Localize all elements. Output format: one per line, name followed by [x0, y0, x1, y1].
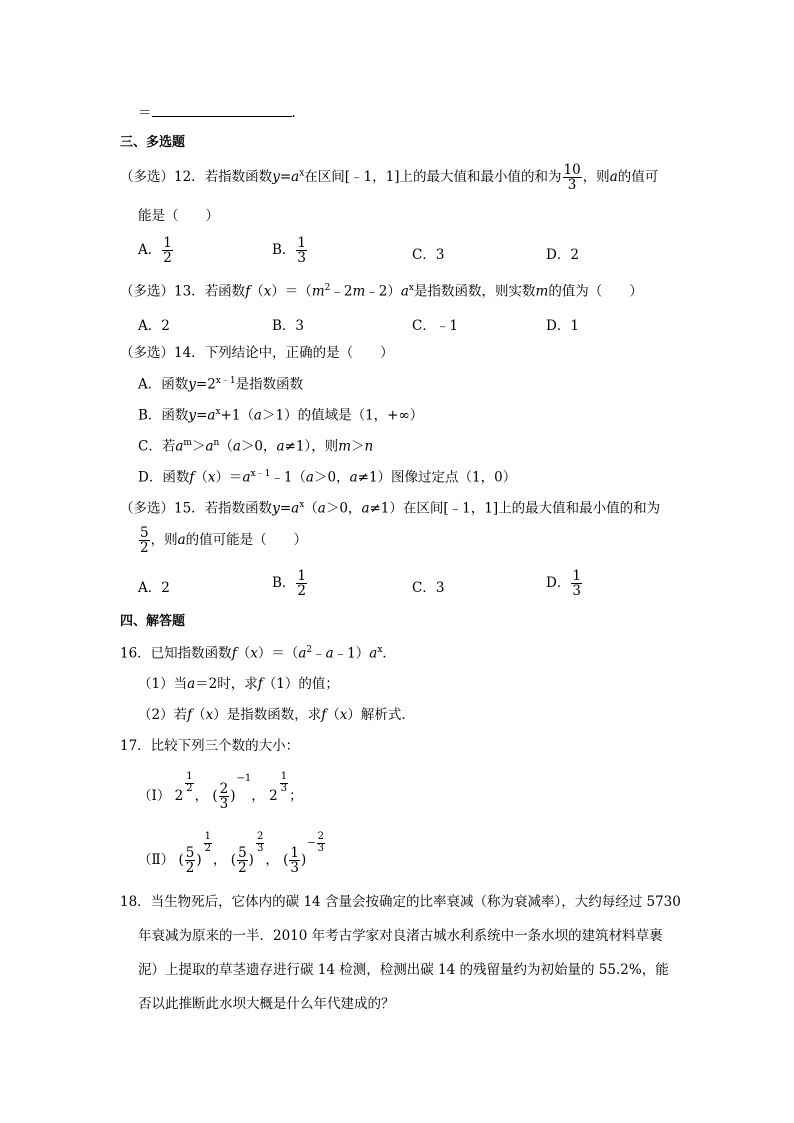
section-answer: 四、解答题: [120, 614, 186, 629]
q14-option-b[interactable]: B．函数$y=a^x+1(a>1)$的值域是（1，+∞）: [138, 407, 424, 424]
q13-line: （多选）13．若函数$f(x)=(m^2﹣2m﹣2)a^x$是指数函数，则实数m的值为（ ）: [120, 283, 643, 300]
q14-stem: （多选）14．下列结论中，正确的是（ ）: [120, 345, 394, 361]
q13-option-d[interactable]: D．1: [546, 318, 579, 334]
q15-option-a[interactable]: A．2: [138, 580, 170, 596]
q14-option-d[interactable]: D．函数$f(x)=a^{x﹣1}﹣1(a>0$，a≠1）图像过定点（1，0）: [138, 469, 517, 486]
q12-option-c[interactable]: C．3: [412, 247, 445, 263]
q16-part1: （1）当a＝2时，求f（1）的值；: [138, 676, 339, 692]
q13-option-c[interactable]: C．﹣1: [412, 318, 458, 334]
q14-option-c[interactable]: C．若$a^m>a^n(a>0$，a≠1），则m＞n: [138, 438, 374, 455]
q15-option-d[interactable]: D． $\frac{1}{3}$: [546, 568, 581, 600]
q13-option-a[interactable]: A．2: [138, 318, 170, 334]
q13-option-b[interactable]: B．3: [272, 318, 305, 334]
q15-option-c[interactable]: C．3: [412, 580, 445, 596]
fill-blank[interactable]: [152, 103, 292, 117]
q18-line4: 否以此推断此水坝大概是什么年代建成的？: [138, 996, 395, 1012]
q16-stem: 16．已知指数函数$f(x)=(a^2﹣a﹣1)a^x$．: [120, 645, 396, 662]
q18-line1: 18．当生物死后，它体内的碳 14 含量会按确定的比率衰减（称为衰减率），大约每经过 5730: [120, 894, 681, 910]
q14-option-a[interactable]: A．函数$y=2^{x﹣1}$是指数函数: [138, 376, 304, 393]
q12-line1: （多选）12．若指数函数$y=a^x$在区间[﹣1，1]上的最大值和最小值的和为 $\frac{10}{3}$ ，则a的值可: [120, 162, 659, 194]
q12-option-b[interactable]: B． $\frac{1}{3}$: [272, 235, 307, 267]
q15-line1: （多选）15．若指数函数$y=a^x(a>0$，a≠1）在区间[﹣1，1]上的最大值和最小值的和为: [120, 500, 661, 517]
q18-line3: 泥）上提取的草茎遗存进行碳 14 检测，检测出碳 14 的残留量约为初始量的 55.2%，能: [138, 962, 669, 978]
equals-sign: ＝: [138, 105, 152, 121]
q17-stem: 17．比较下列三个数的大小：: [120, 738, 300, 754]
q15-line2: $\frac{5}{2}$ ，则a的值可能是（ ）: [140, 525, 308, 557]
q12-option-a[interactable]: A． $\frac{1}{2}$: [138, 235, 172, 267]
q17-part1: （Ⅰ） 2 $\frac{1}{2}$ ， ( $\frac{2}{3}$ )−1， 2 $\frac{1}{3}$ ；: [138, 771, 303, 813]
section-multi-choice: 三、多选题: [120, 135, 186, 150]
q17-part2: （Ⅱ） ( $\frac{5}{2}$ ) $\frac{1}{2}$ ， ( $\frac{5}{2}$ ) $\frac{2}{3}$ ， ( $\frac{1}{3}$ )− $\frac{2}{3}$: [138, 831, 325, 877]
answer-blank-line: ＝ .: [138, 105, 296, 121]
fraction: $\frac{10}{3}$: [563, 162, 581, 194]
q18-line2: 年衰减为原来的一半．2010 年考古学家对良渚古城水利系统中一条水坝的建筑材料草裹: [138, 928, 663, 944]
q16-part2: （2）若f（x）是指数函数，求f（x）解析式．: [138, 707, 415, 723]
q12-option-d[interactable]: D．2: [546, 247, 579, 263]
q12-line2: 能是（ ）: [138, 208, 219, 224]
q15-option-b[interactable]: B． $\frac{1}{2}$: [272, 568, 307, 600]
